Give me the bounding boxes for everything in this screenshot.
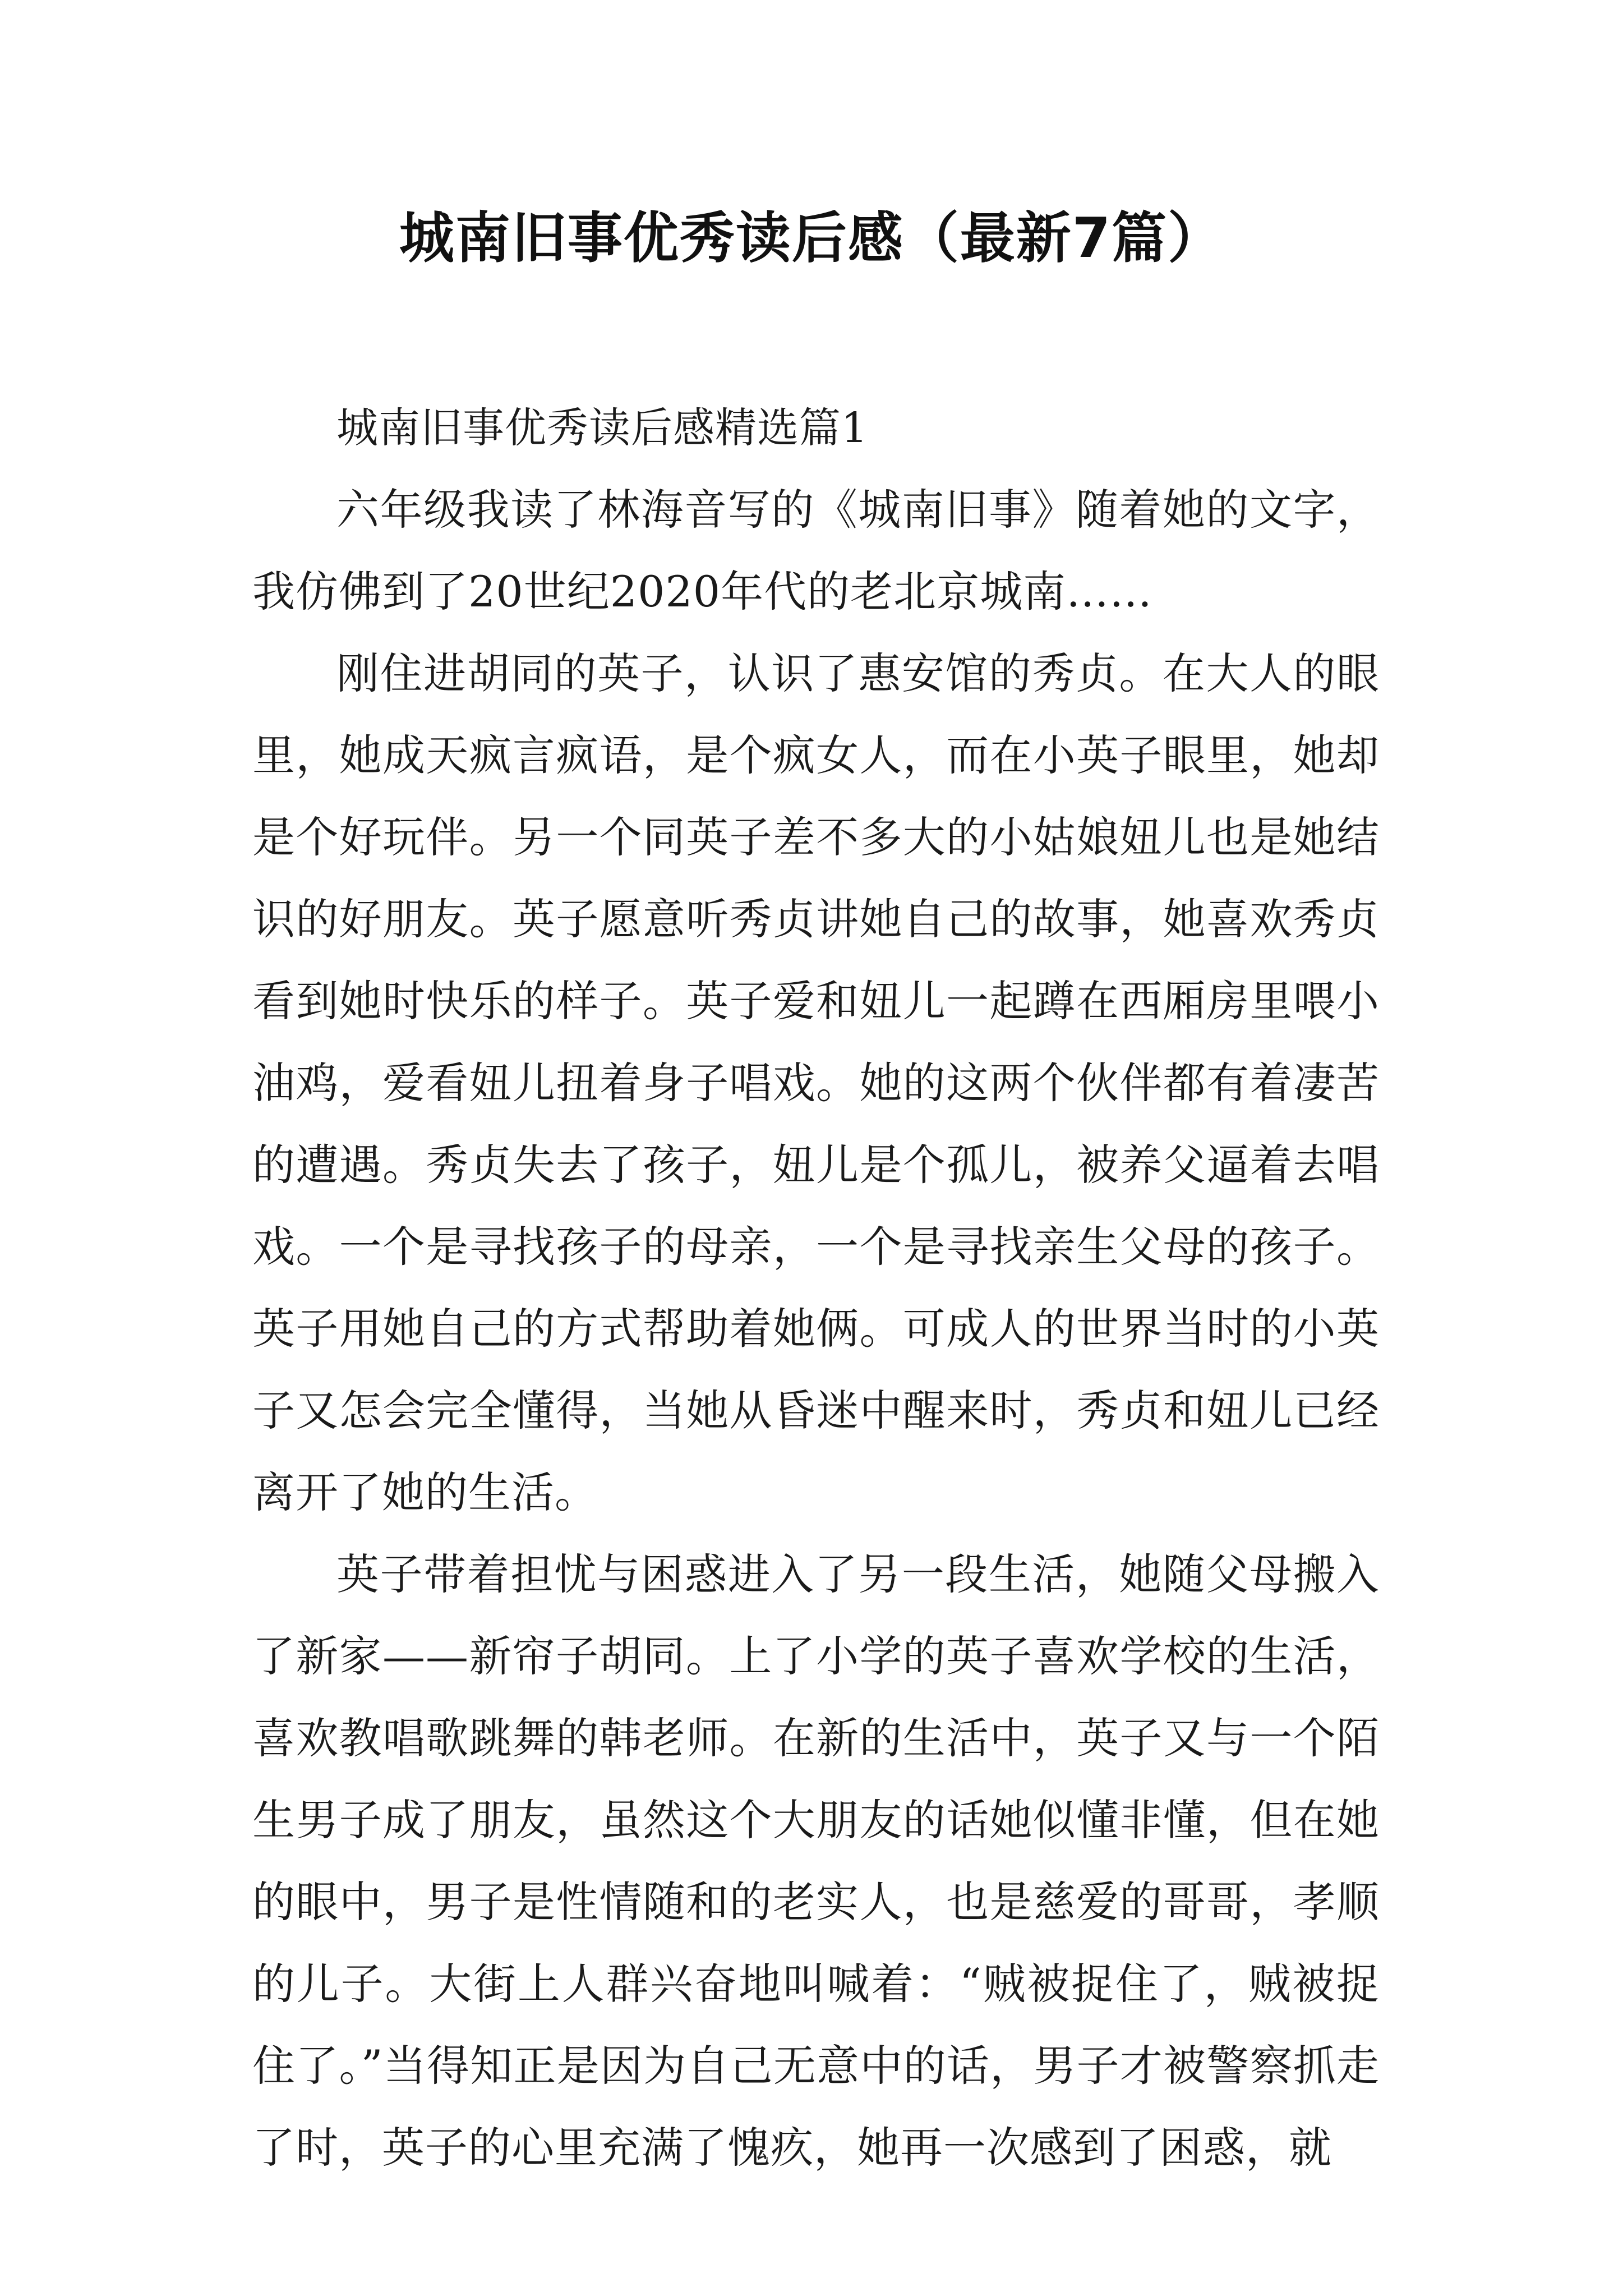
paragraph-3: 英子带着担忧与困惑进入了另一段生活，她随父母搬入了新家——新帘子胡同。上了小学的英子喜欢学校的生活，喜欢教唱歌跳舞的韩老师。在新的生活中，英子又与一个陌生男子成了朋友，虽然这个大朋友的话她似懂非懂，但在她的眼中，男子是性情随和的老实人，也是慈爱的哥哥，孝顺的儿子。大街上人群兴奋地叫喊着：“贼被捉住了，贼被捉住了。”当得知正是因为自己无意中的话，男子才被警察抓走了时，英子的心里充满了愧疚，她再一次感到了困惑，就 (252, 1549, 1380, 2173)
paragraph-2: 刚住进胡同的英子，认识了惠安馆的秀贞。在大人的眼里，她成天疯言疯语，是个疯女人，而在小英子眼里，她却是个好玩伴。另一个同英子差不多大的小姑娘妞儿也是她结识的好朋友。英子愿意听秀贞讲她自己的故事，她喜欢秀贞看到她时快乐的样子。英子爱和妞儿一起蹲在西厢房里喂小油鸡，爱看妞儿扭着身子唱戏。她的这两个伙伴都有着凄苦的遭遇。秀贞失去了孩子，妞儿是个孤儿，被养父逼着去唱戏。一个是寻找孩子的母亲，一个是寻找亲生父母的孩子。英子用她自己的方式帮助着她俩。可成人的世界当时的小英子又怎会完全懂得，当她从昏迷中醒来时，秀贞和妞儿已经离开了她的生活。 (252, 648, 1380, 1517)
document-body (252, 387, 1380, 2189)
paragraph-1: 六年级我读了林海音写的《城南旧事》随着她的文字，我仿佛到了20世纪2020年代的老北京城南…… (252, 485, 1380, 616)
section-heading: 城南旧事优秀读后感精选篇1 (336, 404, 869, 452)
document-title: 城南旧事优秀读后感（最新7篇） (399, 206, 1224, 270)
